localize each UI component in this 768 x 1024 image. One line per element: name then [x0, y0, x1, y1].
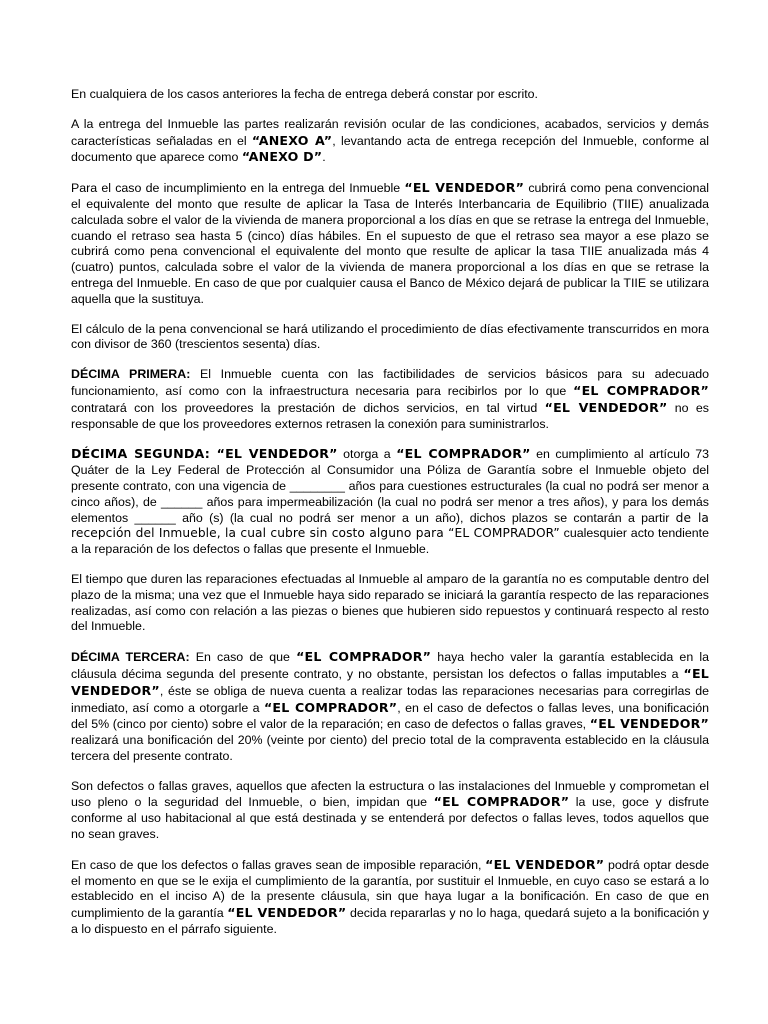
paragraph-text: contratará con los proveedores la prestación de dichos servicios, en tal virtud: [71, 400, 545, 415]
paragraph-delivery-date: [71, 87, 709, 103]
paragraph-impossible-repair: [71, 857, 709, 938]
clause-heading: DÉCIMA SEGUNDA: “EL VENDEDOR”: [71, 446, 338, 462]
paragraph-text-alt-font: de la recepción del Inmueble, la cual cubre sin costo alguno para “EL COMPRADOR”: [71, 510, 709, 541]
seller-reference: “EL VENDEDOR”: [227, 905, 347, 921]
paragraph-text: la use, goce y disfrute conforme al uso habitacional al que está destinada y se entenderá por defectos o fallas leves, todos aquellos que no sean graves.: [71, 795, 709, 842]
paragraph-text: En caso de que los defectos o fallas graves sean de imposible reparación,: [71, 857, 486, 872]
paragraph-text: En caso de que: [189, 650, 297, 665]
seller-reference: “EL VENDEDOR”: [71, 665, 709, 698]
paragraph-text: decida repararlas y no lo haga, quedará sujeto a la bonificación y a lo dispuesto en el párrafo siguiente.: [71, 906, 709, 937]
clause-decima-tercera: [71, 649, 709, 765]
paragraph-delivery-inspection: [71, 117, 709, 166]
seller-reference: “EL VENDEDOR”: [589, 716, 709, 732]
paragraph-text: A la entrega del Inmueble las partes realizarán revisión ocular de las condiciones, acabados, servicios y demás características señaladas en el: [71, 116, 709, 148]
buyer-reference: “EL COMPRADOR”: [296, 649, 432, 665]
paragraph-text: El Inmueble cuenta con las factibilidades de servicios básicos para su adecuado funcionamiento, así como con la infraestructura necesaria para recibirlos por lo que: [71, 367, 709, 398]
document-page: [71, 87, 709, 938]
paragraph-penalty-calculation: [71, 322, 709, 354]
seller-reference: “EL VENDEDOR”: [485, 856, 605, 872]
buyer-reference: “EL COMPRADOR”: [433, 794, 570, 810]
paragraph-text: otorga a: [337, 447, 397, 462]
paragraph-repair-time: [71, 572, 709, 635]
paragraph-text: cualesquier acto tendiente a la reparación de los defectos o fallas que presente el Inmueble.: [71, 526, 709, 557]
paragraph-text: Son defectos o fallas graves, aquellos que afecten la estructura o las instalaciones del Inmueble y comprometan el uso pleno o la seguridad del Inmueble, o bien, impidan que: [71, 778, 709, 810]
paragraph-text: no es responsable de que los proveedores externos retrasen la conexión para suministrarlos.: [71, 400, 709, 431]
annex-a-reference: “ANEXO A”: [251, 132, 333, 148]
seller-reference: “EL VENDEDOR”: [544, 399, 668, 415]
paragraph-text: haya hecho valer la garantía establecida en la cláusula décima segunda del presente contrato, y no obstante, persistan los defectos o fallas imputables a: [71, 650, 709, 681]
clause-decima-primera: [71, 367, 709, 432]
paragraph-text: El cálculo de la pena convencional se hará utilizando el procedimiento de días efectivamente transcurridos en mora con divisor de 360 (trescientos sesenta) días.: [71, 321, 709, 352]
paragraph-text: Para el caso de incumplimiento en la entrega del Inmueble: [71, 181, 405, 196]
paragraph-serious-defects: [71, 779, 709, 843]
paragraph-text: , éste se obliga de nueva cuenta a realizar todas las reparaciones necesarias para corregirlas de inmediato, así como a otorgarle a: [71, 683, 709, 715]
paragraph-text: en cumplimiento al artículo 73 Quáter de la Ley Federal de Protección al Consumidor una Póliza de Garantía sobre el Inmueble objeto del presente contrato, con una vigencia de ________ años para cuestiones estructurales (la cual no podrá ser menor a cinco años), de ______ años para impermeabilización (la cual no podrá ser menor a tres años), y para los demás elementos ______ año (s) (la cual no podrá ser menor a un año), dichos plazos se contarán a partir: [71, 447, 709, 525]
paragraph-text: , en el caso de defectos o fallas leves, una bonificación del 5% (cinco por ciento) sobre el valor de la reparación; en caso de defectos o fallas graves,: [71, 700, 709, 732]
paragraph-text: .: [322, 150, 326, 165]
clause-heading: DÉCIMA TERCERA:: [71, 650, 190, 665]
paragraph-text: cubrirá como pena convencional el equivalente del monto que resulte de aplicar la Tasa de Interés Interbancaria de Equilibrio (TIIE) anualizada calculada sobre el valor de la vivienda de manera proporcional a los días en que se retrase la entrega del Inmueble, cuando el retraso sea hasta 5 (cinco) días hábiles. En el supuesto de que el retraso sea mayor a ese plazo se cubrirá como pena convencional el equivalente del monto que resulte de aplicar la tasa TIIE anualizada más 4 (cuatro) puntos, calculada sobre el valor de la vivienda de manera proporcional a los días en que se retrase la entrega del Inmueble. En caso de que por cualquier causa el Banco de México dejará de publicar la TIIE se utilizara aquella que la sustituya.: [71, 181, 709, 306]
clause-decima-segunda: [71, 446, 709, 558]
paragraph-text: El tiempo que duren las reparaciones efectuadas al Inmueble al amparo de la garantía no es computable dentro del plazo de la misma; una vez que el Inmueble haya sido reparado se iniciará la garantía respecto de las reparaciones realizadas, así como con relación a las piezas o bienes que hubieren sido repuestos y continuará respecto al resto del Inmueble.: [71, 571, 709, 634]
buyer-reference: “EL COMPRADOR”: [573, 382, 709, 398]
seller-reference: “EL VENDEDOR”: [404, 180, 525, 196]
paragraph-text: , levantando acta de entrega recepción del Inmueble, conforme al documento que aparece como: [71, 133, 710, 165]
paragraph-text: podrá optar desde el momento en que se le exija el cumplimiento de la garantía, por sustituir el Inmueble, en cuyo caso se estará a lo establecido en el inciso A) de la presente cláusula, sin que haya lugar a la bonificación. En caso de que en cumplimiento de la garantía: [71, 857, 709, 921]
paragraph-text: realizará una bonificación del 20% (veinte por ciento) del precio total de la compraventa establecido en la cláusula tercera del presente contrato.: [71, 733, 709, 763]
paragraph-penalty: [71, 180, 709, 307]
clause-heading: DÉCIMA PRIMERA:: [71, 367, 191, 382]
buyer-reference: “EL COMPRADOR”: [396, 446, 531, 462]
annex-d-reference: “ANEXO D”: [241, 149, 323, 165]
paragraph-text: En cualquiera de los casos anteriores la fecha de entrega deberá constar por escrito.: [71, 87, 538, 101]
buyer-reference: “EL COMPRADOR”: [263, 699, 398, 715]
